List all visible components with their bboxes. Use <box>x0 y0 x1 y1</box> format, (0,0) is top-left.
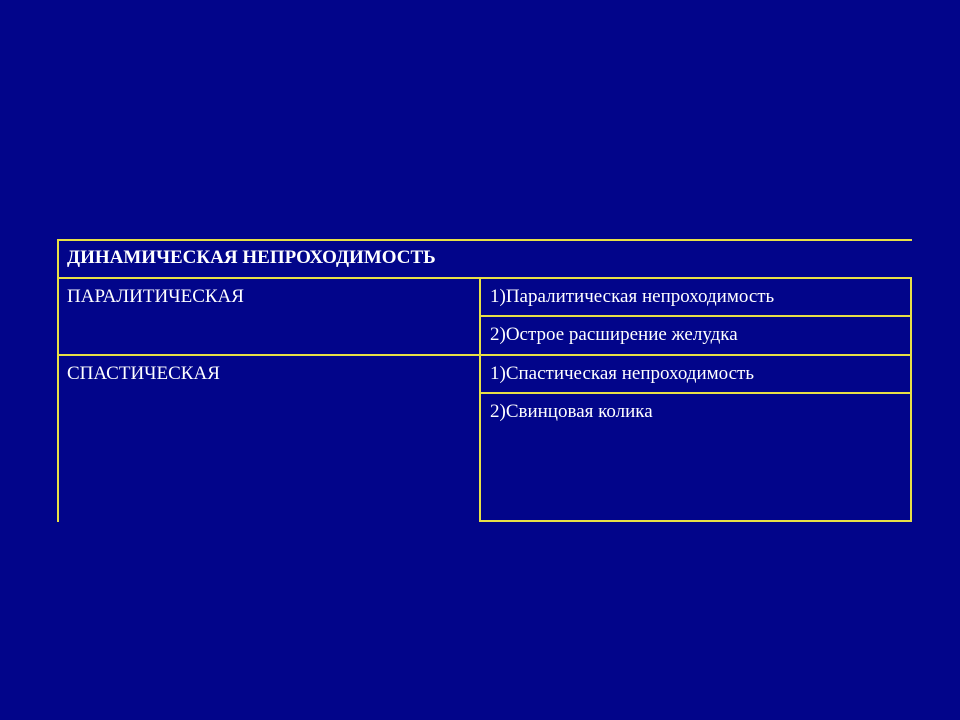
row-divider-2 <box>479 392 912 394</box>
group-item: 2)Острое расширение желудка <box>490 324 738 345</box>
table-header: ДИНАМИЧЕСКАЯ НЕПРОХОДИМОСТЬ <box>67 247 436 268</box>
group-name-spastic: СПАСТИЧЕСКАЯ <box>67 363 220 384</box>
group-name-paralytic: ПАРАЛИТИЧЕСКАЯ <box>67 286 244 307</box>
group-item: 1)Паралитическая непроходимость <box>490 286 775 307</box>
group-divider <box>57 354 912 356</box>
right-border <box>910 277 912 522</box>
group-item: 2)Свинцовая колика <box>490 401 653 422</box>
right-bottom-border <box>479 520 912 522</box>
group-item: 1)Спастическая непроходимость <box>490 363 755 384</box>
header-bottom-border <box>57 277 912 279</box>
table-top-border <box>57 239 912 241</box>
table-left-border <box>57 239 59 522</box>
classification-table <box>57 239 912 522</box>
row-divider-1 <box>479 315 912 317</box>
column-divider <box>479 277 481 522</box>
